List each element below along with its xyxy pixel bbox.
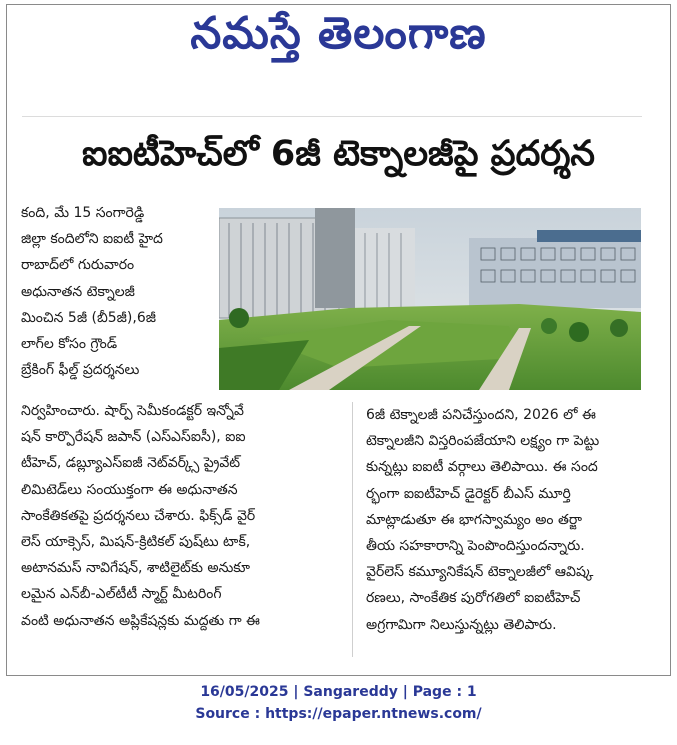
text-line: రణలు, సాంకేతిక పురోగతిలో ఐఐటీహెచ్ — [366, 590, 581, 607]
source-link[interactable]: Source : https://epaper.ntnews.com/ — [195, 706, 482, 722]
text-line: జిల్లా కందిలోని ఐఐటీ హైద — [21, 231, 163, 248]
text-line: కంది, మే 15 సంగారెడ్డి — [21, 205, 145, 221]
text-line: అటానమస్ నావిగేషన్, శాటిలైట్‌కు అనుకూ — [21, 560, 250, 577]
text-line: వంటి అధునాతన అప్లికేషన్లకు మద్దతు గా ఈ — [21, 612, 260, 629]
text-line: లిమిటెడ్‌లు సంయుక్తంగా ఈ అధునాతన — [21, 481, 238, 498]
text-line: కున్నట్లు ఐఐటీ వర్గాలు తెలిపాయి. ఈ సంద — [366, 459, 598, 476]
edition-info: 16/05/2025 | Sangareddy | Page : 1 — [200, 684, 477, 700]
text-line: లెస్ యాక్సెస్, మిషన్-క్రిటికల్ పుష్‌టు టాక్, — [21, 533, 251, 550]
text-line: రాబాద్‌లో గురువారం — [21, 257, 135, 274]
text-line: అగ్రగామిగా నిలుస్తున్నట్లు తెలిపారు. — [366, 616, 557, 633]
article-headline: ఐఐటీహెచ్‌లో 6జీ టెక్నాలజీపై ప్రదర్శన — [82, 134, 595, 174]
column-divider — [352, 402, 353, 657]
text-line: షన్ కార్పొరేషన్ జపాన్ (ఎస్ఎస్ఐసీ), ఐఐ — [21, 429, 246, 446]
text-line: ర్భంగా ఐఐటీహెచ్ డైరెక్టర్ బీఎస్ మూర్తి — [366, 485, 571, 502]
text-line: నిర్వహించారు. షార్ప్ సెమీకండక్టర్ ఇన్నోవే — [21, 403, 244, 419]
text-line: వైర్‌లెస్ కమ్యూనికేషన్ టెక్నాలజీలో ఆవిష్క — [366, 564, 594, 581]
text-line: లాగ్‌ల కోసం గ్రౌండ్ — [21, 335, 118, 352]
newspaper-masthead: నమస్తే తెలంగాణ — [190, 8, 487, 59]
text-line: మాట్లాడుతూ ఈ భాగస్వామ్యం అం తర్జా — [366, 511, 582, 528]
text-line: మించిన 5జీ (బీ5జీ),6జీ — [21, 309, 156, 326]
text-line: టెక్నాలజీని విస్తరింపజేయాని లక్ష్యం గా పెట్టు — [366, 433, 600, 450]
text-line: సాంకేతికతపై ప్రదర్శనలు చేశారు. ఫిక్స్‌డ్ వైర్ — [21, 507, 256, 524]
article-column-left-top — [21, 200, 213, 390]
article-column-left-bottom — [21, 398, 336, 634]
campus-photo — [219, 208, 641, 390]
text-line: టీహెచ్, డబ్ల్యూఎస్ఐజీ నెట్‌వర్క్స్ ప్రైవేట్ — [21, 455, 241, 472]
text-line: బ్రేకింగ్ ఫీల్డ్ ప్రదర్శనలు — [21, 362, 140, 379]
text-line: లమైన ఎన్‌బీ-ఎల్‌టీటీ స్మార్ట్ మీటరింగ్ — [21, 586, 222, 603]
text-line: తీయ సహకారాన్ని పెంపొందిస్తుందన్నారు. — [366, 537, 585, 554]
masthead-rule — [22, 116, 642, 117]
campus-photo-illustration — [219, 208, 641, 390]
text-line: అధునాతన టెక్నాలజీ — [21, 283, 135, 300]
article-column-right — [366, 402, 642, 638]
text-line: 6జీ టెక్నాలజీ పనిచేస్తుందని, 2026 లో ఈ — [366, 407, 596, 423]
